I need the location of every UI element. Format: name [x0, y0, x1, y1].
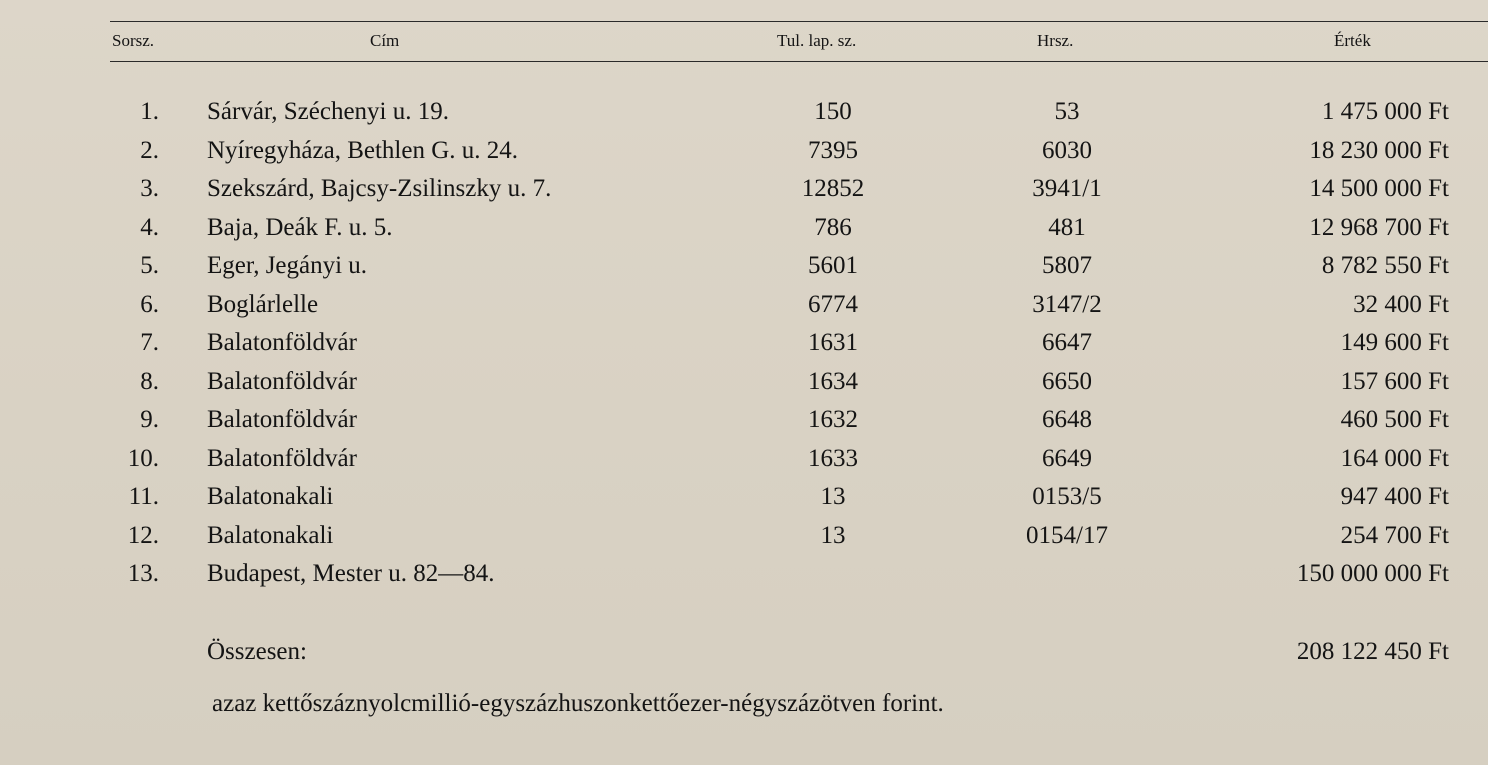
row-hrsz: 5807 — [1042, 252, 1092, 279]
row-ertek: 254 700 Ft — [1340, 521, 1449, 549]
total-row — [0, 637, 1488, 671]
row-tul-lap-sz: 5601 — [808, 252, 858, 279]
header-tul-lap-sz: Tul. lap. sz. — [777, 31, 857, 50]
row-ertek: 18 230 000 Ft — [1309, 136, 1449, 164]
row-hrsz: 3941/1 — [1032, 175, 1102, 202]
row-number: 6. — [140, 290, 159, 318]
row-ertek: 8 782 550 Ft — [1321, 252, 1449, 279]
row-number: 3. — [140, 175, 159, 202]
row-hrsz: 6648 — [1042, 406, 1092, 433]
row-number: 1. — [140, 98, 159, 125]
row-address: Balatonakali — [207, 483, 334, 510]
row-address: Balatonföldvár — [207, 444, 357, 472]
row-ertek: 164 000 Ft — [1340, 444, 1449, 472]
row-hrsz: 53 — [1054, 98, 1080, 125]
table-row — [0, 213, 1488, 251]
row-tul-lap-sz: 7395 — [808, 136, 858, 164]
total-label: Összesen: — [207, 638, 307, 665]
row-ertek: 1 475 000 Ft — [1321, 98, 1449, 125]
table-header-rule — [110, 61, 1488, 62]
row-ertek: 150 000 000 Ft — [1296, 560, 1449, 587]
row-tul-lap-sz: 13 — [820, 521, 846, 549]
row-address: Nyíregyháza, Bethlen G. u. 24. — [207, 136, 519, 164]
row-number: 2. — [140, 136, 159, 164]
table-row — [0, 559, 1488, 597]
header-ertek: Érték — [1334, 31, 1371, 50]
row-ertek: 32 400 Ft — [1353, 290, 1449, 318]
row-hrsz: 3147/2 — [1032, 290, 1102, 318]
row-number: 7. — [140, 329, 159, 356]
row-tul-lap-sz: 1632 — [808, 406, 858, 433]
table-row — [0, 251, 1488, 289]
table-row — [0, 444, 1488, 482]
table-row — [0, 482, 1488, 520]
table-row — [0, 328, 1488, 366]
row-hrsz: 0153/5 — [1032, 483, 1102, 510]
row-ertek: 157 600 Ft — [1340, 367, 1449, 395]
row-address: Boglárlelle — [207, 290, 319, 318]
table-row — [0, 367, 1488, 405]
row-number: 12. — [127, 521, 159, 549]
row-address: Budapest, Mester u. 82—84. — [207, 560, 495, 587]
table-top-rule — [110, 21, 1488, 22]
row-number: 11. — [128, 483, 159, 510]
row-address: Sárvár, Széchenyi u. 19. — [207, 98, 449, 125]
row-address: Balatonakali — [207, 521, 334, 549]
row-ertek: 14 500 000 Ft — [1309, 175, 1449, 202]
table-row — [0, 174, 1488, 212]
total-value: 208 122 450 Ft — [1296, 638, 1449, 665]
header-cim: Cím — [370, 31, 400, 50]
row-tul-lap-sz: 6774 — [808, 290, 858, 318]
row-number: 9. — [140, 406, 159, 433]
row-tul-lap-sz: 1633 — [808, 444, 858, 472]
row-address: Balatonföldvár — [207, 406, 357, 433]
row-ertek: 12 968 700 Ft — [1309, 213, 1449, 241]
row-number: 5. — [140, 252, 159, 279]
row-tul-lap-sz: 12852 — [801, 175, 865, 202]
row-tul-lap-sz: 1634 — [808, 367, 858, 395]
row-tul-lap-sz: 150 — [814, 98, 852, 125]
row-number: 4. — [140, 213, 159, 241]
row-tul-lap-sz: 13 — [820, 483, 846, 510]
table-row — [0, 290, 1488, 328]
row-ertek: 947 400 Ft — [1340, 483, 1449, 510]
row-number: 10. — [127, 444, 159, 472]
row-ertek: 460 500 Ft — [1340, 406, 1449, 433]
table-row — [0, 97, 1488, 135]
header-sorsz: Sorsz. — [112, 31, 155, 50]
row-address: Balatonföldvár — [207, 367, 357, 395]
table-row — [0, 405, 1488, 443]
row-address: Balatonföldvár — [207, 329, 357, 356]
amount-in-words: azaz kettőszáznyolcmillió-egyszázhuszonkettőezer-négyszázötven forint. — [212, 690, 944, 717]
row-address: Baja, Deák F. u. 5. — [207, 213, 393, 241]
row-number: 8. — [140, 367, 159, 395]
row-ertek: 149 600 Ft — [1340, 329, 1449, 356]
row-number: 13. — [127, 560, 159, 587]
table-row — [0, 136, 1488, 174]
row-hrsz: 6647 — [1042, 329, 1092, 356]
row-hrsz: 6030 — [1042, 136, 1092, 164]
row-address: Szekszárd, Bajcsy-Zsilinszky u. 7. — [207, 175, 552, 202]
row-hrsz: 481 — [1048, 213, 1086, 241]
row-hrsz: 0154/17 — [1026, 521, 1108, 549]
header-hrsz: Hrsz. — [1037, 31, 1074, 50]
row-tul-lap-sz: 1631 — [808, 329, 858, 356]
row-hrsz: 6649 — [1042, 444, 1092, 472]
row-address: Eger, Jegányi u. — [207, 252, 368, 279]
row-tul-lap-sz: 786 — [814, 213, 852, 241]
row-hrsz: 6650 — [1042, 367, 1092, 395]
table-row — [0, 521, 1488, 559]
